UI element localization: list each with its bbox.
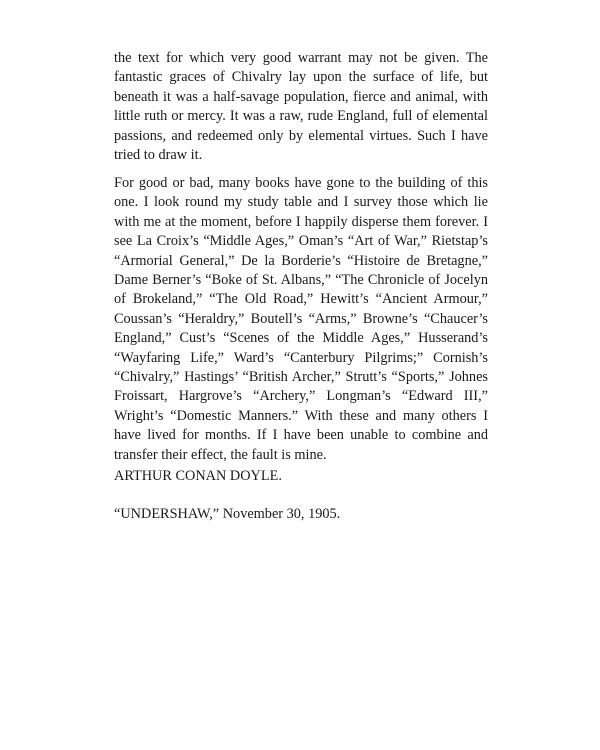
paragraph-sources: For good or bad, many books have gone to the building of this one. I look round my study table and I survey those which lie with me at the moment, before I happily disperse them forever. I see La Croix’s “Middle Ages,” Oman’s “Art of War,” Rietstap’s “Armorial General,” De la Borderie’s “Histoire de Bretagne,” Dame Berner’s “Boke of St. Albans,” “The Chronicle of Jocelyn of Brokeland,” “The Old Road,” Hewitt’s “Ancient Armour,” Coussan’s “Heraldry,” Boutell’s “Arms,” Browne’s “Chaucer’s England,” Cust’s “Scenes of the Middle Ages,” Husserand’s “Wayfaring Life,” Ward’s “Canterbury Pilgrims;” Cornish’s “Chivalry,” Hastings’ “British Archer,” Strutt’s “Sports,” Johnes Froissart, Hargrove’s “Archery,” Longman’s “Edward III,” Wright’s “Domestic Manners.” With these and many others I have lived for months. If I have been unable to combine and transfer their effect, the fault is mine.: [114, 175, 488, 463]
author-signature: ARTHUR CONAN DOYLE.: [114, 468, 282, 484]
paragraph-conclusion: the text for which very good warrant may not be given. The fantastic graces of Chivalry lay upon the surface of life, but beneath it was a half-savage population, fierce and animal, with little ruth or mercy. It was a raw, rude England, full of elemental passions, and redeemed only by elemental virtues. Such I have tried to draw it.: [114, 50, 488, 164]
place-and-date: “UNDERSHAW,” November 30, 1905.: [114, 506, 341, 522]
